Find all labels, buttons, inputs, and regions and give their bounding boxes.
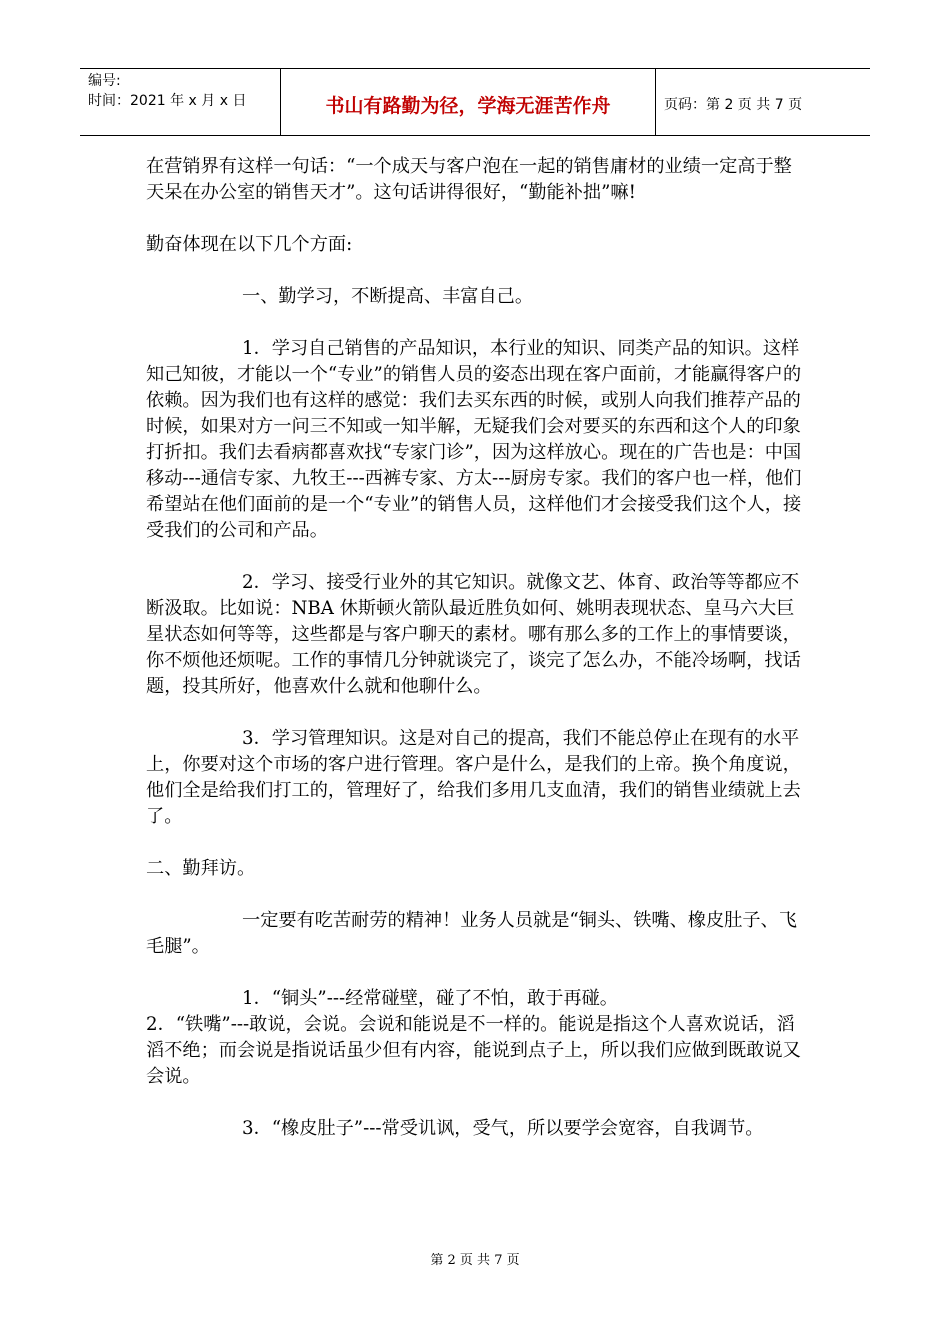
- paragraph-visit-2: 2．“铁嘴”---敢说，会说。会说和能说是不一样的。能说是指这个人喜欢说话，滔滔不绝；而会说是指说话虽少但有内容，能说到点子上，所以我们应做到既敢说又会说。: [146, 1014, 801, 1087]
- header-motto: 书山有路勤为径，学海无涯苦作舟: [281, 69, 656, 135]
- header-page-info: 页码：第 2 页 共 7 页: [664, 97, 803, 113]
- header-meta: [80, 69, 281, 135]
- paragraph-visit-3: 3．“橡皮肚子”---常受讥讽，受气，所以要学会宽容，自我调节。: [242, 1118, 764, 1139]
- paragraph-aspects: 勤奋体现在以下几个方面:: [146, 234, 353, 255]
- paragraph-visit-intro: 一定要有吃苦耐劳的精神！业务人员就是“铜头、铁嘴、橡皮肚子、飞毛腿”。: [146, 910, 797, 957]
- paragraph-study-1: 1．学习自己销售的产品知识，本行业的知识、同类产品的知识。这样知己知彼，才能以一个“专业”的销售人员的姿态出现在客户面前，才能赢得客户的依赖。因为我们也有这样的感觉：我们去买东西的时候，或别人向我们推荐产品的时候，如果对方一问三不知或一知半解，无疑我们会对要买的东西和这个人的印象打折扣。我们去看病都喜欢找“专家门诊”，因为这样放心。现在的广告也是：中国移动---通信专家、九牧王---西裤专家、方太---厨房专家。我们的客户也一样，他们希望站在他们面前的是一个“专业”的销售人员，这样他们才会接受我们这个人，接受我们的公司和产品。: [146, 338, 802, 541]
- paragraph-intro: 在营销界有这样一句话：“一个成天与客户泡在一起的销售庸材的业绩一定高于整天呆在办公室的销售天才”。这句话讲得很好，“勤能补拙”嘛!: [146, 156, 792, 203]
- section-heading-visit: 二、勤拜访。: [146, 858, 256, 879]
- paragraph-visit-1: 1．“铜头”---经常碰壁，碰了不怕，敢于再碰。: [242, 988, 618, 1009]
- document-body: [146, 154, 806, 1168]
- section-heading-study: 一、勤学习，不断提高、丰富自己。: [242, 286, 534, 307]
- page-footer: 第 2 页 共 7 页: [430, 1253, 520, 1268]
- header-table: [80, 68, 870, 136]
- paragraph-study-3: 3．学习管理知识。这是对自己的提高，我们不能总停止在现有的水平上，你要对这个市场的客户进行管理。客户是什么，是我们的上帝。换个角度说，他们全是给我们打工的，管理好了，给我们多用几支血清，我们的销售业绩就上去了。: [146, 728, 801, 827]
- paragraph-study-2: 2．学习、接受行业外的其它知识。就像文艺、体育、政治等等都应不断汲取。比如说：NBA 休斯顿火箭队最近胜负如何、姚明表现状态、皇马六大巨星状态如何等等，这些都是与客户聊天的素材。哪有那么多的工作上的事情要谈，你不烦他还烦呢。工作的事情几分钟就谈完了，谈完了怎么办，不能冷场啊，找话题，投其所好，他喜欢什么就和他聊什么。: [146, 572, 801, 697]
- date-label: 时间：2021 年 x 月 x 日: [88, 93, 247, 109]
- code-label: 编号:: [88, 73, 121, 89]
